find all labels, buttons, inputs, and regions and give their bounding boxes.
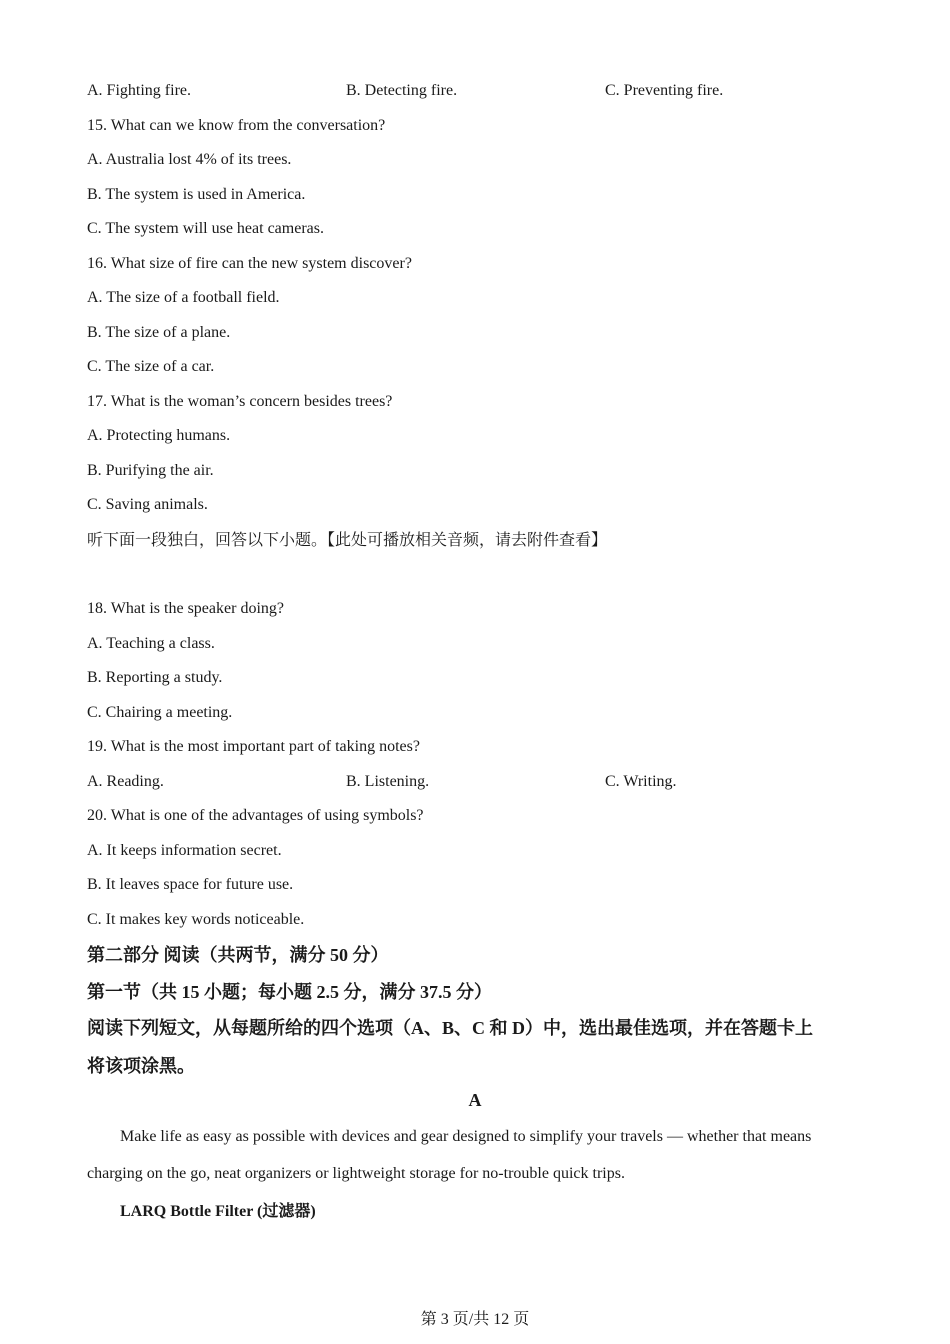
q15-stem: 15. What can we know from the conversation?	[87, 117, 386, 134]
q17-option-a: A. Protecting humans.	[87, 427, 231, 444]
listening-instruction: 听下面一段独白，回答以下小题。【此处可播放相关音频，请去附件查看】	[87, 532, 608, 549]
q20-option-b: B. It leaves space for future use.	[87, 876, 294, 893]
page-footer: 第 3 页/共 12 页	[420, 1311, 530, 1328]
q15-option-a: A. Australia lost 4% of its trees.	[87, 151, 292, 168]
q18-option-c: C. Chairing a meeting.	[87, 704, 233, 721]
q19-stem: 19. What is the most important part of taking notes?	[87, 738, 420, 755]
q18-option-b: B. Reporting a study.	[87, 669, 223, 686]
q15-option-c: C. The system will use heat cameras.	[87, 220, 324, 237]
q16-option-c: C. The size of a car.	[87, 358, 215, 375]
q17-option-b: B. Purifying the air.	[87, 462, 214, 479]
q15-option-b: B. The system is used in America.	[87, 186, 306, 203]
product-title: LARQ Bottle Filter (过滤器)	[120, 1203, 316, 1220]
q14-option-a: A. Fighting fire.	[87, 82, 191, 99]
q16-option-a: A. The size of a football field.	[87, 289, 280, 306]
q16-option-b: B. The size of a plane.	[87, 324, 231, 341]
q16-stem: 16. What size of fire can the new system discover?	[87, 255, 412, 272]
q17-option-c: C. Saving animals.	[87, 496, 208, 513]
q19-option-c: C. Writing.	[605, 773, 677, 790]
q17-stem: 17. What is the woman’s concern besides trees?	[87, 393, 393, 410]
q20-option-c: C. It makes key words noticeable.	[87, 911, 305, 928]
q18-stem: 18. What is the speaker doing?	[87, 600, 284, 617]
q14-option-c: C. Preventing fire.	[605, 82, 724, 99]
reading-instruction-line1: 阅读下列短文，从每题所给的四个选项（A、B、C 和 D）中，选出最佳选项，并在答题卡上	[87, 1018, 813, 1038]
q18-option-a: A. Teaching a class.	[87, 635, 215, 652]
q19-option-b: B. Listening.	[346, 773, 430, 790]
section1-title: 第一节（共 15 小题；每小题 2.5 分，满分 37.5 分）	[87, 982, 492, 1002]
passage-intro: Make life as easy as possible with devices and gear designed to simplify your travels — whether that means charging on the go, neat organizers or lightweight storage for no-trouble quick trips.	[87, 1128, 812, 1182]
q20-option-a: A. It keeps information secret.	[87, 842, 282, 859]
q19-option-a: A. Reading.	[87, 773, 164, 790]
passage-label: A	[468, 1090, 482, 1110]
q14-option-b: B. Detecting fire.	[346, 82, 458, 99]
part2-title: 第二部分 阅读（共两节，满分 50 分）	[87, 945, 389, 965]
q20-stem: 20. What is one of the advantages of using symbols?	[87, 807, 424, 824]
reading-instruction-line2: 将该项涂黑。	[87, 1056, 195, 1076]
